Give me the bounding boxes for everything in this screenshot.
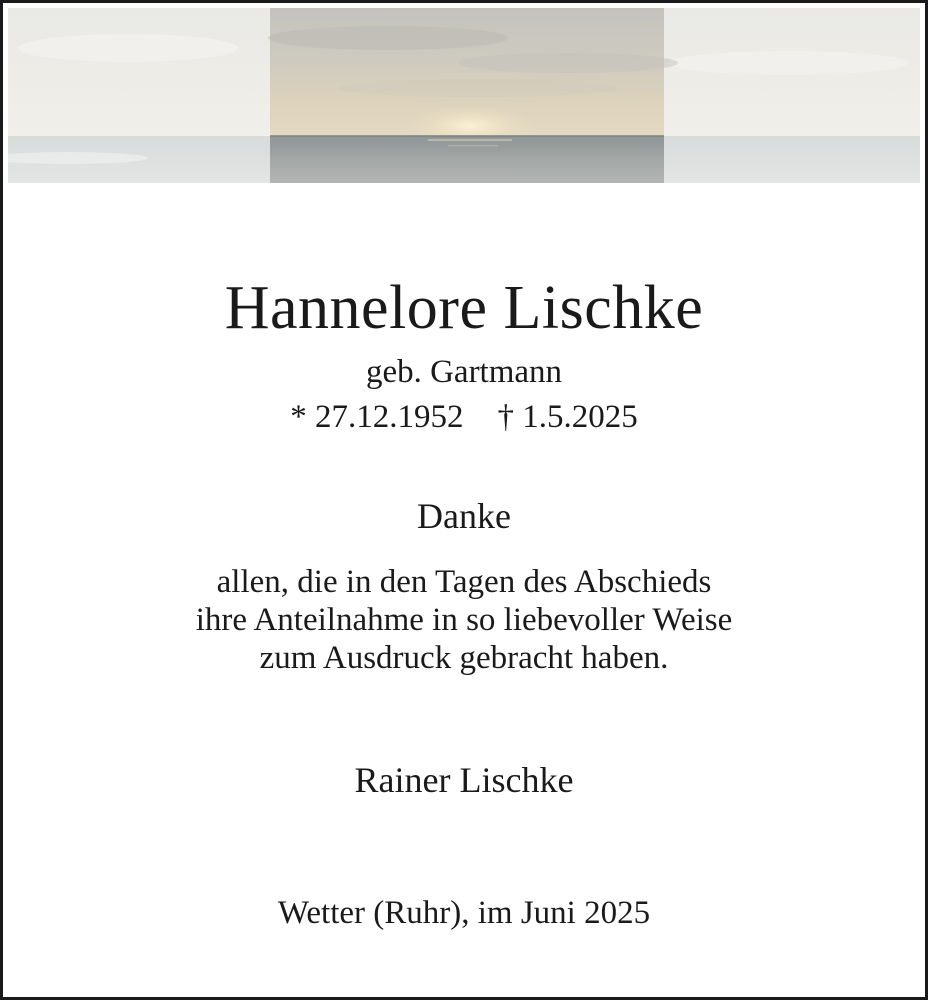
deceased-name: Hannelore Lischke [224, 274, 704, 342]
seascape-sunset-image [8, 8, 920, 183]
birth-date: * 27.12.1952 [290, 399, 464, 435]
death-date: † 1.5.2025 [497, 399, 638, 435]
maiden-name: geb. Gartmann [365, 354, 563, 390]
life-dates [3, 398, 925, 436]
thanks-line: ihre Anteilnahme in so liebevoller Weise [195, 602, 733, 638]
signer-name: Rainer Lischke [354, 760, 574, 800]
thanks-line: zum Ausdruck gebracht haben. [259, 640, 669, 676]
thanks-heading: Danke [417, 496, 511, 536]
thanks-message [3, 563, 925, 677]
thanks-line: allen, die in den Tagen des Abschieds [216, 564, 712, 600]
place-and-date: Wetter (Ruhr), im Juni 2025 [277, 895, 651, 931]
